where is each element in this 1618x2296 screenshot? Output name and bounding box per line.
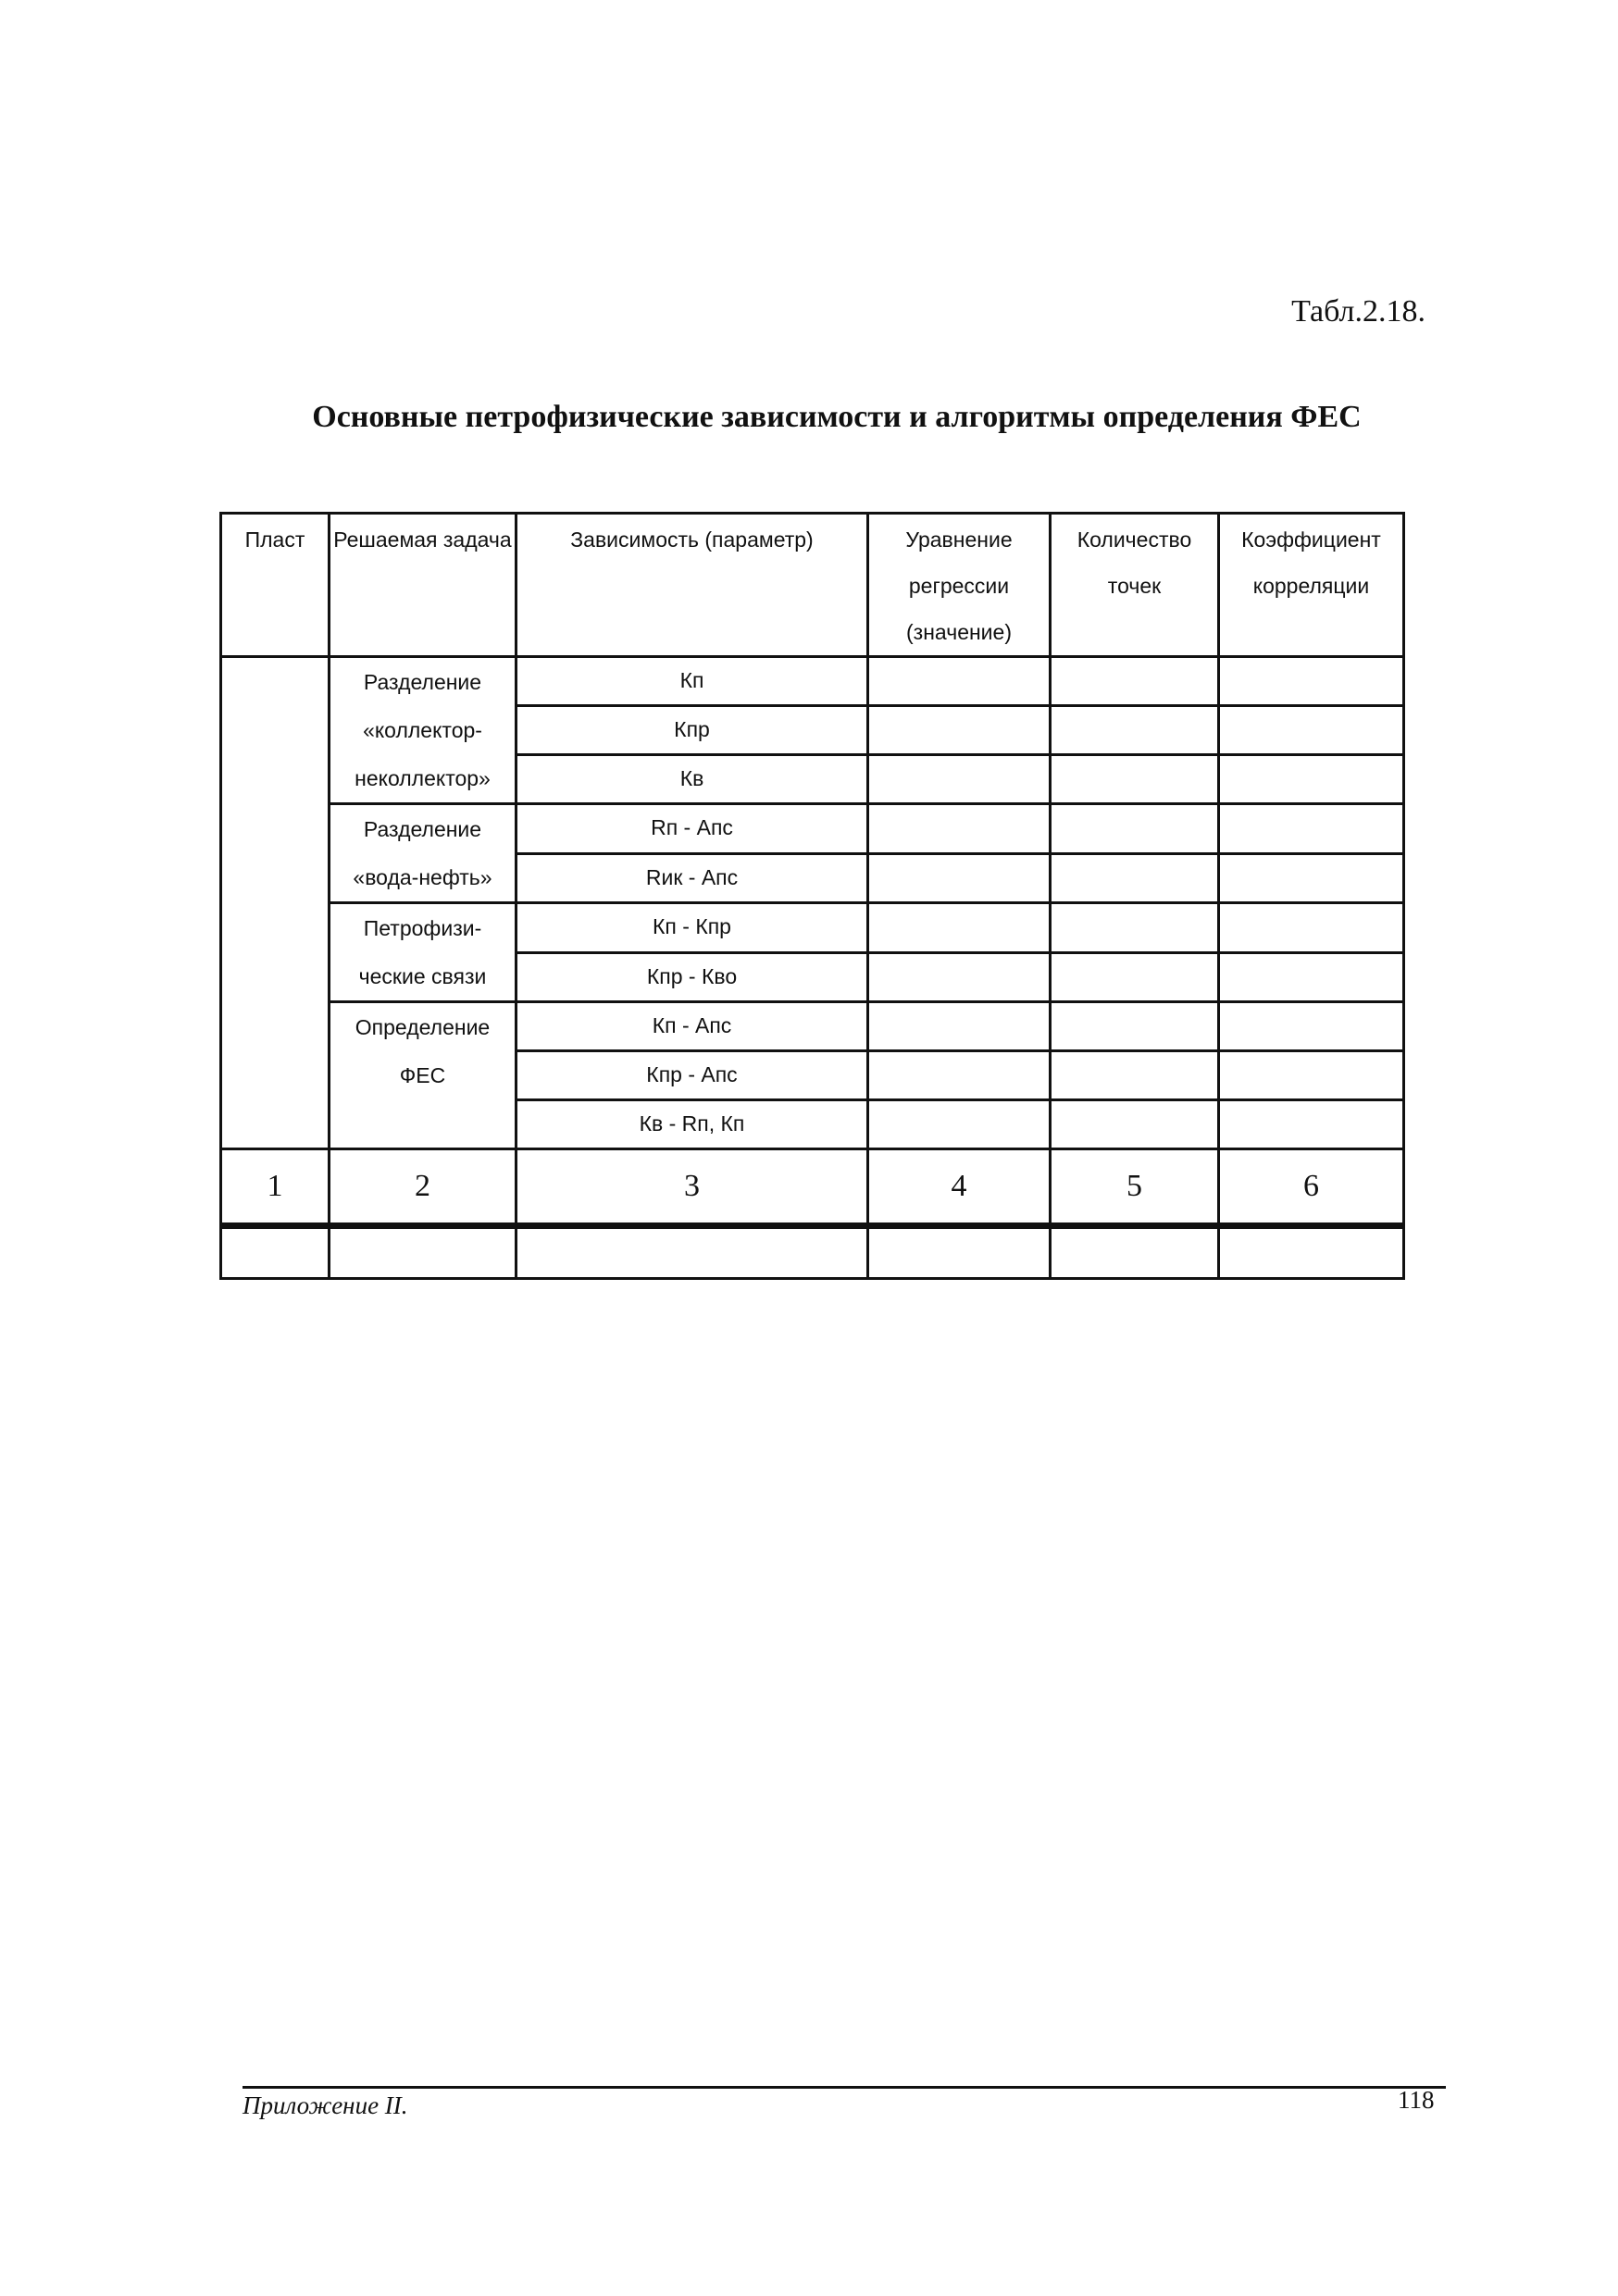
table-row [221, 657, 1404, 706]
points-cell [1051, 1051, 1219, 1100]
header-plast: Пласт [221, 514, 330, 657]
blank-cell [330, 1226, 517, 1279]
footer-divider [243, 2086, 1446, 2089]
regression-cell [868, 903, 1051, 953]
page-number: 118 [1398, 2086, 1435, 2114]
regression-cell [868, 952, 1051, 1002]
regression-cell [868, 1051, 1051, 1100]
points-cell [1051, 755, 1219, 804]
correlation-cell [1219, 853, 1404, 903]
points-cell [1051, 804, 1219, 854]
column-number: 5 [1051, 1149, 1219, 1226]
header-dependency: Зависимость (параметр) [517, 514, 868, 657]
regression-cell [868, 1002, 1051, 1051]
blank-cell [868, 1226, 1051, 1279]
column-number: 2 [330, 1149, 517, 1226]
footer-appendix: Приложение II. [243, 2091, 408, 2119]
correlation-cell [1219, 657, 1404, 706]
petrophysics-table [219, 512, 1405, 1280]
param-cell: Кв [517, 755, 868, 804]
points-cell [1051, 1002, 1219, 1051]
param-cell: Rик - Апс [517, 853, 868, 903]
header-regression: Уравнение регрессии (значение) [868, 514, 1051, 657]
table-row [221, 804, 1404, 854]
param-cell: Кп - Апс [517, 1002, 868, 1051]
header-points: Количество точек [1051, 514, 1219, 657]
correlation-cell [1219, 804, 1404, 854]
table-row [221, 903, 1404, 953]
points-cell [1051, 952, 1219, 1002]
points-cell [1051, 903, 1219, 953]
points-cell [1051, 706, 1219, 755]
correlation-cell [1219, 1051, 1404, 1100]
column-number: 3 [517, 1149, 868, 1226]
table-label: Табл.2.18. [1291, 294, 1425, 329]
task-cell: Определение ФЕС [330, 1002, 517, 1149]
points-cell [1051, 853, 1219, 903]
param-cell: Кпр - Кво [517, 952, 868, 1002]
correlation-cell [1219, 755, 1404, 804]
correlation-cell [1219, 706, 1404, 755]
regression-cell [868, 853, 1051, 903]
blank-cell [517, 1226, 868, 1279]
header-task: Решаемая задача [330, 514, 517, 657]
points-cell [1051, 657, 1219, 706]
column-number: 6 [1219, 1149, 1404, 1226]
regression-cell [868, 755, 1051, 804]
regression-cell [868, 1100, 1051, 1149]
param-cell: Rп - Апс [517, 804, 868, 854]
blank-cell [1051, 1226, 1219, 1279]
blank-row [221, 1226, 1404, 1279]
param-cell: Кпр - Апс [517, 1051, 868, 1100]
table-row [221, 1002, 1404, 1051]
param-cell: Кпр [517, 706, 868, 755]
header-correlation: Коэффициент корреляции [1219, 514, 1404, 657]
column-number: 1 [221, 1149, 330, 1226]
blank-cell [221, 1226, 330, 1279]
blank-cell [1219, 1226, 1404, 1279]
regression-cell [868, 804, 1051, 854]
column-numbers-row [221, 1149, 1404, 1226]
param-cell: Кп [517, 657, 868, 706]
task-cell: Петрофизи-ческие связи [330, 903, 517, 1002]
correlation-cell [1219, 903, 1404, 953]
correlation-cell [1219, 952, 1404, 1002]
header-row [221, 514, 1404, 657]
column-number: 4 [868, 1149, 1051, 1226]
task-cell: Разделение «коллектор-неколлектор» [330, 657, 517, 804]
points-cell [1051, 1100, 1219, 1149]
param-cell: Кп - Кпр [517, 903, 868, 953]
correlation-cell [1219, 1002, 1404, 1051]
correlation-cell [1219, 1100, 1404, 1149]
regression-cell [868, 706, 1051, 755]
page-title: Основные петрофизические зависимости и алгоритмы определения ФЕС [312, 400, 1362, 434]
plast-cell [221, 657, 330, 1149]
param-cell: Кв - Rп, Кп [517, 1100, 868, 1149]
regression-cell [868, 657, 1051, 706]
task-cell: Разделение «вода-нефть» [330, 804, 517, 903]
